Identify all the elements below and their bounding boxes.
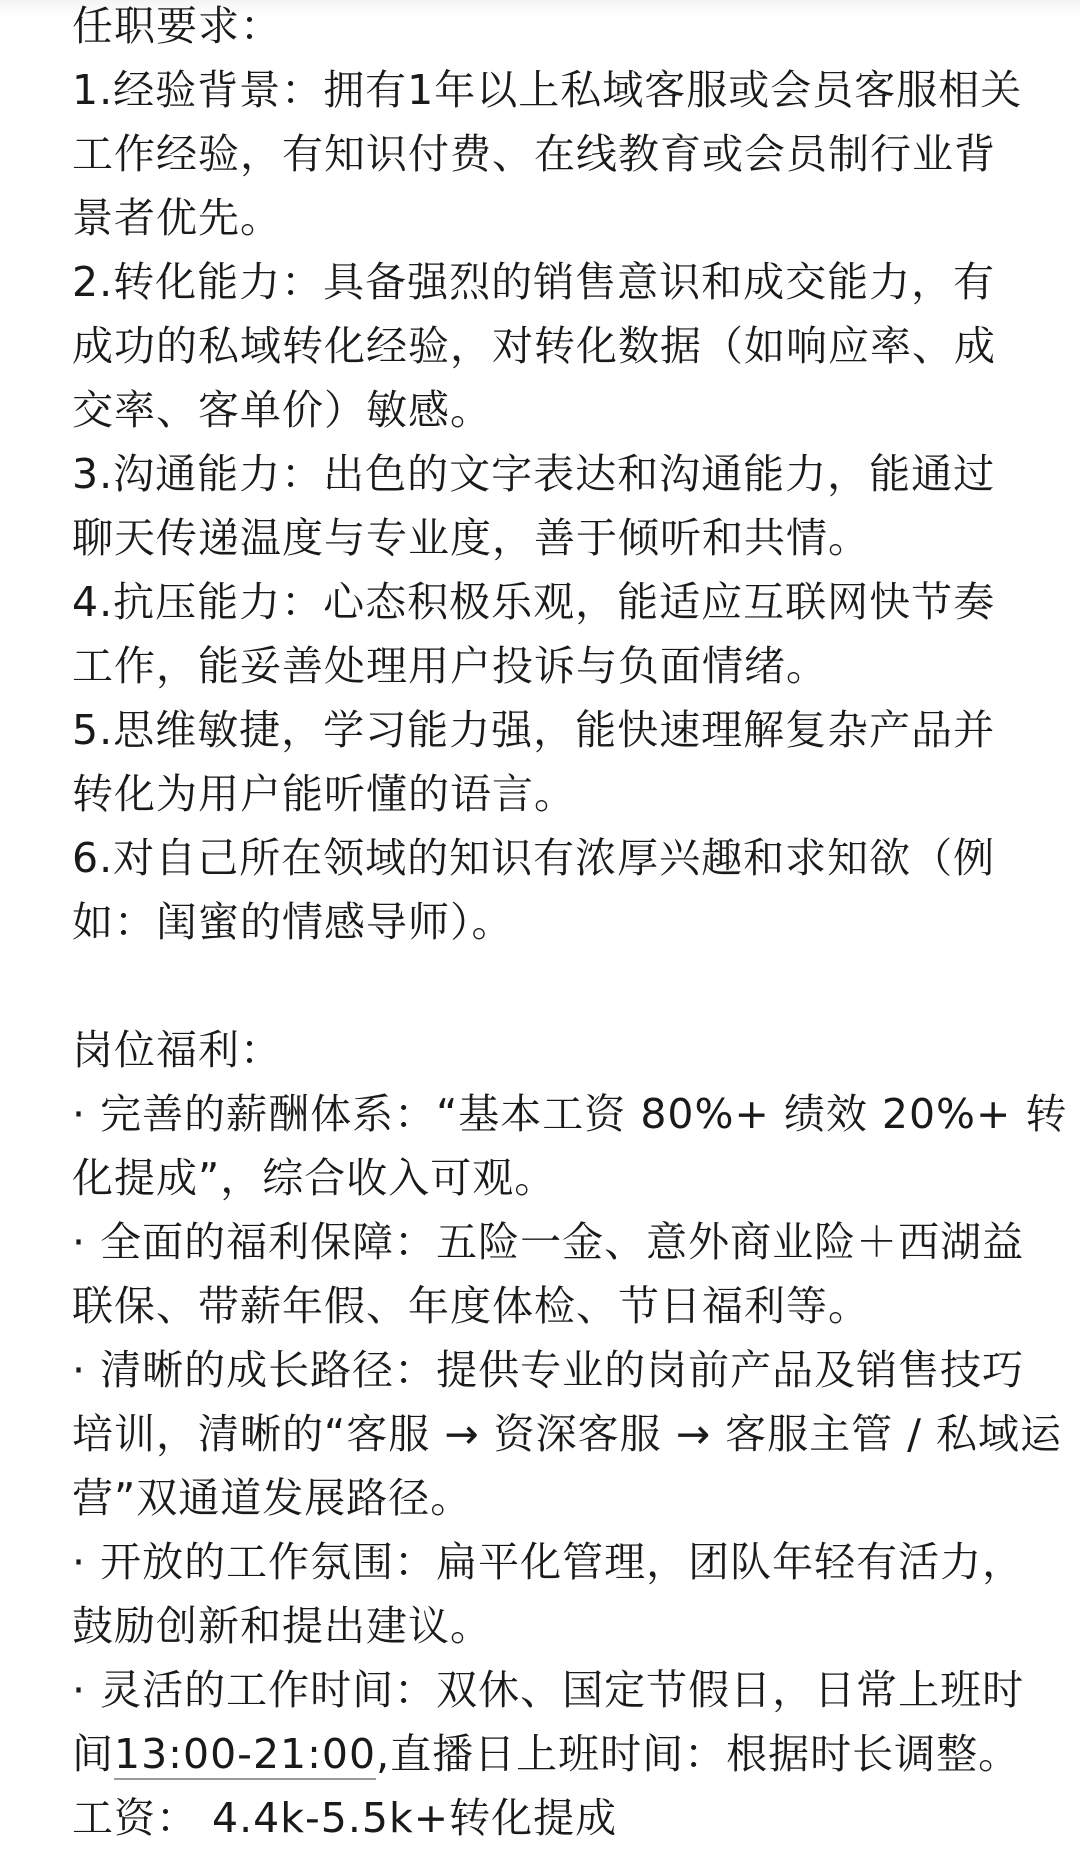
working-hours-link[interactable]: 13:00-21:00 <box>114 1730 377 1778</box>
benefit-2-line-2: 联保、带薪年假、年度体检、节日福利等。 <box>72 1282 870 1330</box>
benefit-5-line-1: · 灵活的工作时间：双休、国定节假日，日常上班时 <box>72 1666 1025 1714</box>
requirement-1-line-3: 景者优先。 <box>72 194 282 242</box>
benefit-5-line-2 <box>72 1722 1032 1786</box>
requirement-1-line-2: 工作经验，有知识付费、在线教育或会员制行业背 <box>72 130 996 178</box>
requirement-5-line-2: 转化为用户能听懂的语言。 <box>72 770 576 818</box>
requirement-1-line-1: 1.经验背景：拥有1年以上私域客服或会员客服相关 <box>72 66 1023 114</box>
requirement-2-line-1: 2.转化能力：具备强烈的销售意识和成交能力，有 <box>72 258 996 306</box>
benefit-4-line-2: 鼓励创新和提出建议。 <box>72 1602 492 1650</box>
requirement-6-line-2: 如：闺蜜的情感导师）。 <box>72 898 514 946</box>
benefit-3-line-2: 培训，清晰的“客服 → 资深客服 → 客服主管 / 私域运 <box>72 1410 1062 1458</box>
requirement-6-line-1: 6.对自己所在领域的知识有浓厚兴趣和求知欲（例 <box>72 834 996 882</box>
section-spacer <box>72 954 1032 1018</box>
benefit-4-line-1: · 开放的工作氛围：扁平化管理，团队年轻有活力， <box>72 1538 1025 1586</box>
benefit-1-line-2: 化提成”，综合收入可观。 <box>72 1154 557 1202</box>
benefits-heading: 岗位福利： <box>72 1026 282 1074</box>
benefit-2-line-1: · 全面的福利保障：五险一金、意外商业险＋西湖益 <box>72 1218 1025 1266</box>
requirement-2-line-3: 交率、客单价）敏感。 <box>72 386 492 434</box>
requirement-3-line-2: 聊天传递温度与专业度，善于倾听和共情。 <box>72 514 870 562</box>
requirement-5-line-1: 5.思维敏捷，学习能力强，能快速理解复杂产品并 <box>72 706 996 754</box>
benefit-3-line-3: 营”双通道发展路径。 <box>72 1474 473 1522</box>
requirement-2-line-2: 成功的私域转化经验，对转化数据（如响应率、成 <box>72 322 996 370</box>
requirements-heading: 任职要求： <box>72 2 282 50</box>
requirement-4-line-2: 工作，能妥善处理用户投诉与负面情绪。 <box>72 642 828 690</box>
requirement-4-line-1: 4.抗压能力：心态积极乐观，能适应互联网快节奏 <box>72 578 996 626</box>
benefit-1-line-1: · 完善的薪酬体系：“基本工资 80%+ 绩效 20%+ 转 <box>72 1090 1068 1138</box>
benefit-5-line-2-prefix: 间 <box>72 1730 114 1778</box>
salary-line: 工资： 4.4k-5.5k+转化提成 <box>72 1794 618 1842</box>
benefit-5-line-2-rest: ,直播日上班时间：根据时长调整。 <box>376 1730 1021 1778</box>
requirement-3-line-1: 3.沟通能力：出色的文字表达和沟通能力，能通过 <box>72 450 996 498</box>
job-post-text <box>72 0 1068 1850</box>
benefit-3-line-1: · 清晰的成长路径：提供专业的岗前产品及销售技巧 <box>72 1346 1025 1394</box>
